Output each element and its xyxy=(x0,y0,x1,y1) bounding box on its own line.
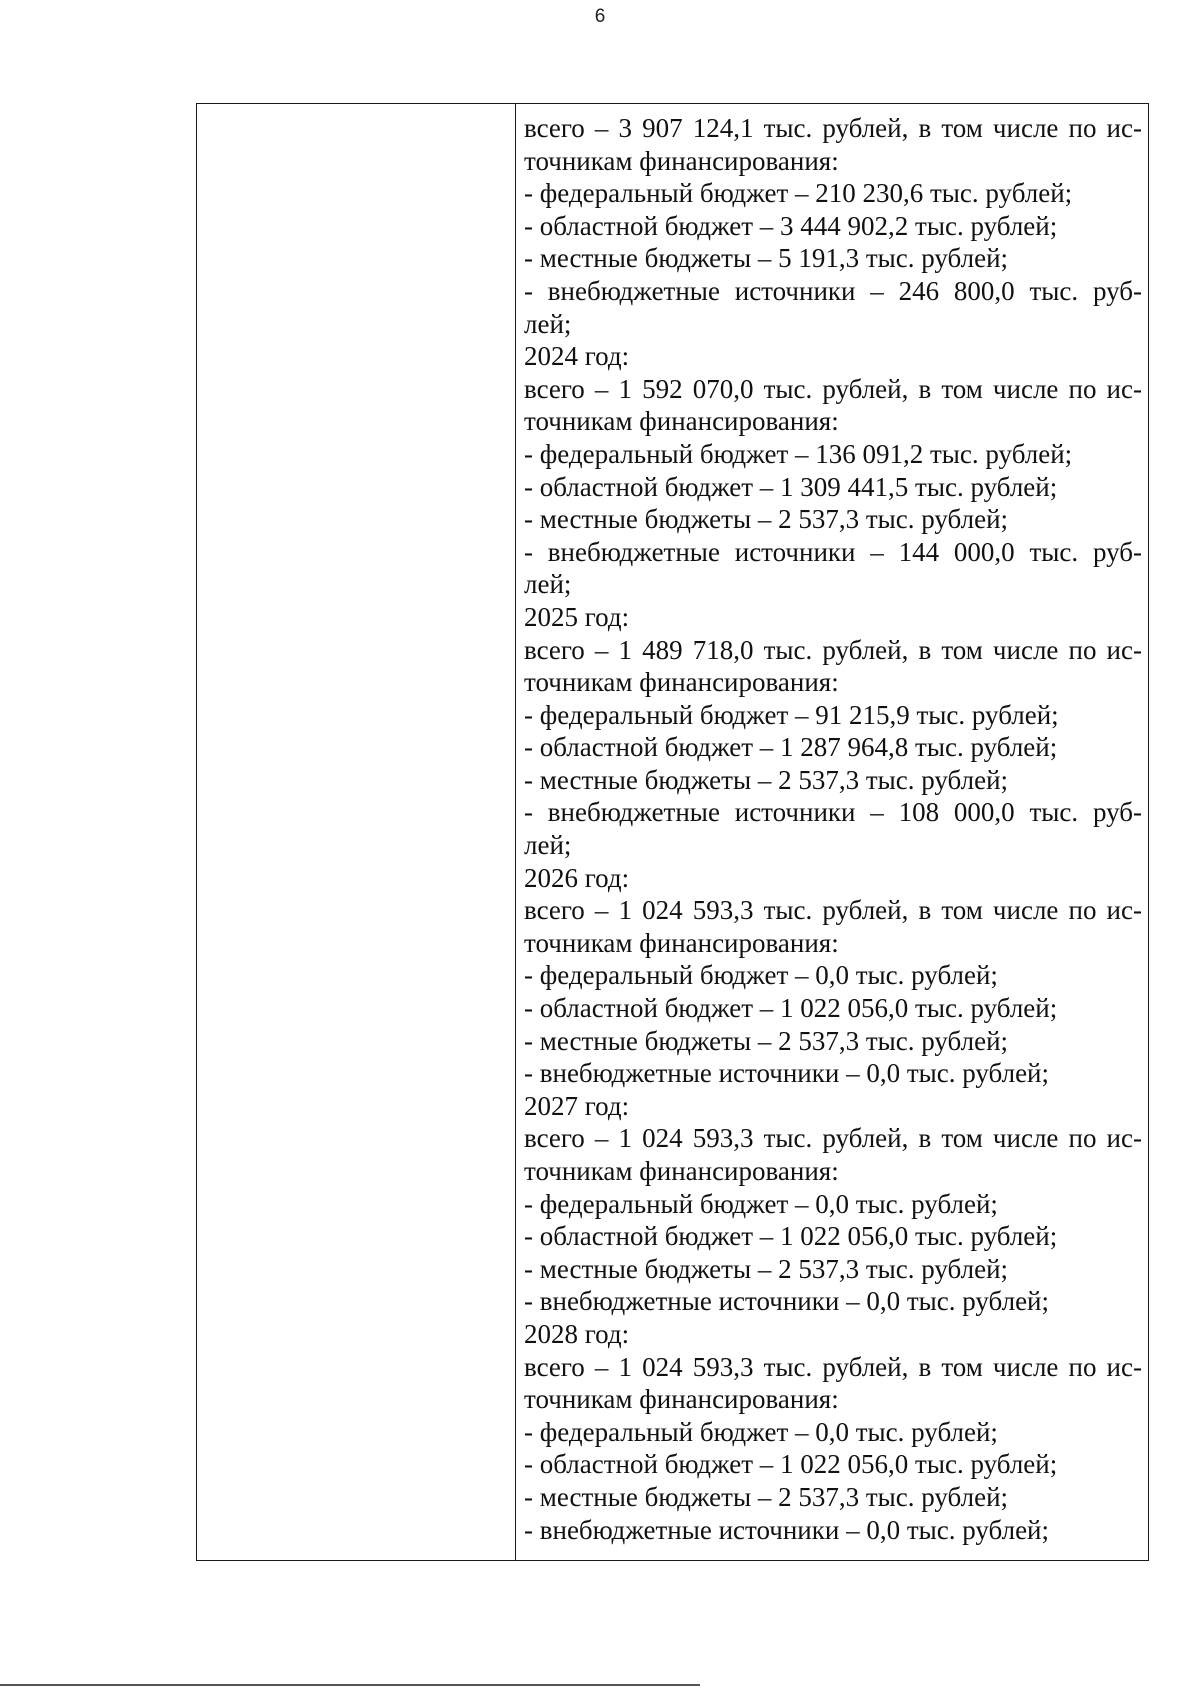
text-line: всего – 1 024 593,3 тыс. рублей, в том числе по ис- xyxy=(524,1123,1142,1154)
funding-details-text xyxy=(516,104,1148,1546)
text-line: 2028 год: xyxy=(524,1318,630,1349)
text-line: - местные бюджеты – 2 537,3 тыс. рублей; xyxy=(524,504,1009,535)
text-line: всего – 3 907 124,1 тыс. рублей, в том числе по ис- xyxy=(524,113,1142,143)
text-line: всего – 1 592 070,0 тыс. рублей, в том числе по ис- xyxy=(524,373,1142,404)
text-line: - областной бюджет – 1 022 056,0 тыс. рублей; xyxy=(524,1449,1058,1480)
text-line: - федеральный бюджет – 91 215,9 тыс. рублей; xyxy=(524,699,1059,730)
table-row xyxy=(197,104,1149,1561)
page-bottom-rule xyxy=(0,1684,700,1686)
text-line: - областной бюджет – 1 022 056,0 тыс. рублей; xyxy=(524,993,1058,1024)
text-line: всего – 1 489 718,0 тыс. рублей, в том числе по ис- xyxy=(524,634,1142,665)
text-line: 2025 год: xyxy=(524,601,630,632)
text-line: лей; xyxy=(524,308,572,339)
text-line: 2027 год: xyxy=(524,1090,630,1121)
text-line: точникам финансирования: xyxy=(524,667,839,698)
text-line: точникам финансирования: xyxy=(524,406,839,437)
text-line: - федеральный бюджет – 0,0 тыс. рублей; xyxy=(524,1416,998,1447)
text-line: точникам финансирования: xyxy=(524,1384,839,1415)
text-line: - федеральный бюджет – 0,0 тыс. рублей; xyxy=(524,1188,998,1219)
text-line: точникам финансирования: xyxy=(524,927,839,958)
text-line: точникам финансирования: xyxy=(524,145,839,176)
text-line: точникам финансирования: xyxy=(524,1156,839,1186)
text-line: - местные бюджеты – 2 537,3 тыс. рублей; xyxy=(524,764,1009,795)
text-line: - федеральный бюджет – 210 230,6 тыс. рублей; xyxy=(524,178,1073,209)
left-cell xyxy=(197,104,516,1561)
text-line: - федеральный бюджет – 0,0 тыс. рублей; xyxy=(524,960,998,991)
text-line: - внебюджетные источники – 246 800,0 тыс. руб- xyxy=(524,275,1142,306)
text-line: - внебюджетные источники – 0,0 тыс. рублей; xyxy=(524,1286,1050,1317)
funding-details-cell xyxy=(516,104,1149,1561)
page-number: 6 xyxy=(594,6,606,27)
text-line: - внебюджетные источники – 0,0 тыс. рублей; xyxy=(524,1058,1050,1089)
text-line: - внебюджетные источники – 108 000,0 тыс. руб- xyxy=(524,797,1142,828)
text-line: - областной бюджет – 1 287 964,8 тыс. рублей; xyxy=(524,732,1058,763)
text-line: - местные бюджеты – 2 537,3 тыс. рублей; xyxy=(524,1253,1009,1284)
text-line: - федеральный бюджет – 136 091,2 тыс. рублей; xyxy=(524,438,1073,469)
text-line: всего – 1 024 593,3 тыс. рублей, в том числе по ис- xyxy=(524,895,1142,926)
text-line: 2026 год: xyxy=(524,862,630,893)
text-line: - областной бюджет – 1 309 441,5 тыс. рублей; xyxy=(524,471,1058,502)
funding-table xyxy=(196,103,1149,1561)
text-line: - местные бюджеты – 2 537,3 тыс. рублей; xyxy=(524,1025,1009,1056)
text-line: - областной бюджет – 3 444 902,2 тыс. рублей; xyxy=(524,210,1058,241)
text-line: всего – 1 024 593,3 тыс. рублей, в том числе по ис- xyxy=(524,1351,1142,1382)
text-line: лей; xyxy=(524,569,572,600)
text-line: 2024 год: xyxy=(524,341,630,372)
text-line: - внебюджетные источники – 144 000,0 тыс. руб- xyxy=(524,536,1142,567)
text-line: лей; xyxy=(524,830,572,861)
text-line: - местные бюджеты – 5 191,3 тыс. рублей; xyxy=(524,243,1009,274)
text-line: - областной бюджет – 1 022 056,0 тыс. рублей; xyxy=(524,1221,1058,1252)
text-line: - местные бюджеты – 2 537,3 тыс. рублей; xyxy=(524,1481,1009,1512)
text-line: - внебюджетные источники – 0,0 тыс. рублей; xyxy=(524,1514,1050,1545)
